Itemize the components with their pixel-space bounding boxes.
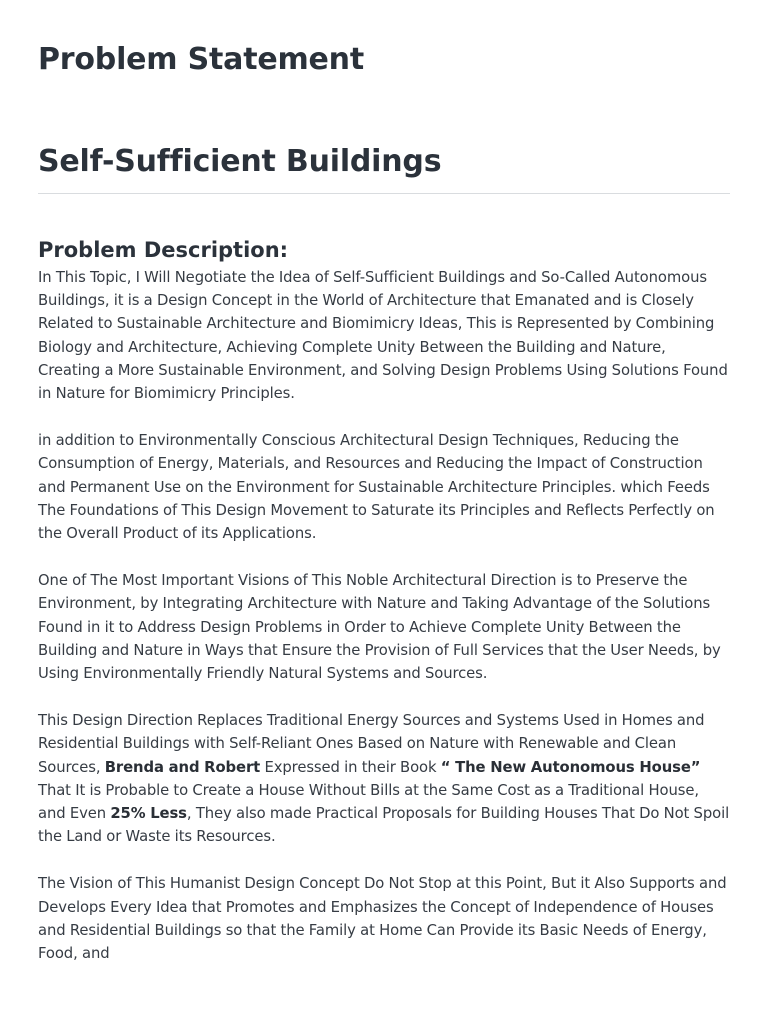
paragraph-1: In This Topic, I Will Negotiate the Idea of Self-Sufficient Buildings and So-Called Autonomous Buildings, it is a Design Concept in the World of Architecture that Emanated and is Closely Related to Sustainable Architecture and Biomimicry Ideas, This is Represented by Combining Biology and Architecture, Achieving Complete Unity Between the Building and Nature, Creating a More Sustainable Environment, and Solving Design Problems Using Solutions Found in Nature for Biomimicry Principles. [38, 269, 728, 403]
section-heading: Problem Description: [38, 238, 289, 262]
paragraph-4-text-4: , They also made Practical Proposals for Building Houses That Do Not Spoil the Land or Waste its Resources. [38, 805, 730, 846]
paragraph-5: The Vision of This Humanist Design Concept Do Not Stop at this Point, But it Also Supports and Develops Every Idea that Promotes and Emphasizes the Concept of Independence of Houses and Residential Buildings so that the Family at Home Can Provide its Basic Needs of Energy, Food, and [38, 875, 727, 963]
page-title: Problem Statement [38, 42, 364, 77]
paragraph-2: in addition to Environmentally Conscious Architectural Design Techniques, Reducing the Consumption of Energy, Materials, and Resources and Reducing the Impact of Construction and Permanent Use on the Environment for Sustainable Architecture Principles. which Feeds The Foundations of This Design Movement to Saturate its Principles and Reflects Perfectly on the Overall Product of its Applications. [38, 432, 715, 543]
paragraph-3: One of The Most Important Visions of This Noble Architectural Direction is to Preserve the Environment, by Integrating Architecture with Nature and Taking Advantage of the Solutions Found in it to Address Design Problems in Order to Achieve Complete Unity Between the Building and Nature in Ways that Ensure the Provision of Full Services that the User Needs, by Using Environmentally Friendly Natural Systems and Sources. [38, 572, 721, 683]
document-title: Self-Sufficient Buildings [38, 144, 442, 179]
paragraph-4 [38, 709, 730, 848]
book-title: “ The New Autonomous House” [440, 758, 701, 776]
cost-reduction-figure: 25% Less [110, 805, 187, 823]
paragraph-4-text-3: That It is Probable to Create a House Without Bills at the Same Cost as a Traditional House, and Even [38, 781, 699, 823]
author-names: Brenda and Robert [104, 758, 261, 776]
title-divider [38, 193, 730, 194]
paragraph-4-text-2: Expressed in their Book [260, 758, 441, 776]
paragraph-4-text-1: This Design Direction Replaces Traditional Energy Sources and Systems Used in Homes and Residential Buildings with Self-Reliant Ones Based on Nature with Renewable and Clean Sources, [38, 712, 705, 776]
